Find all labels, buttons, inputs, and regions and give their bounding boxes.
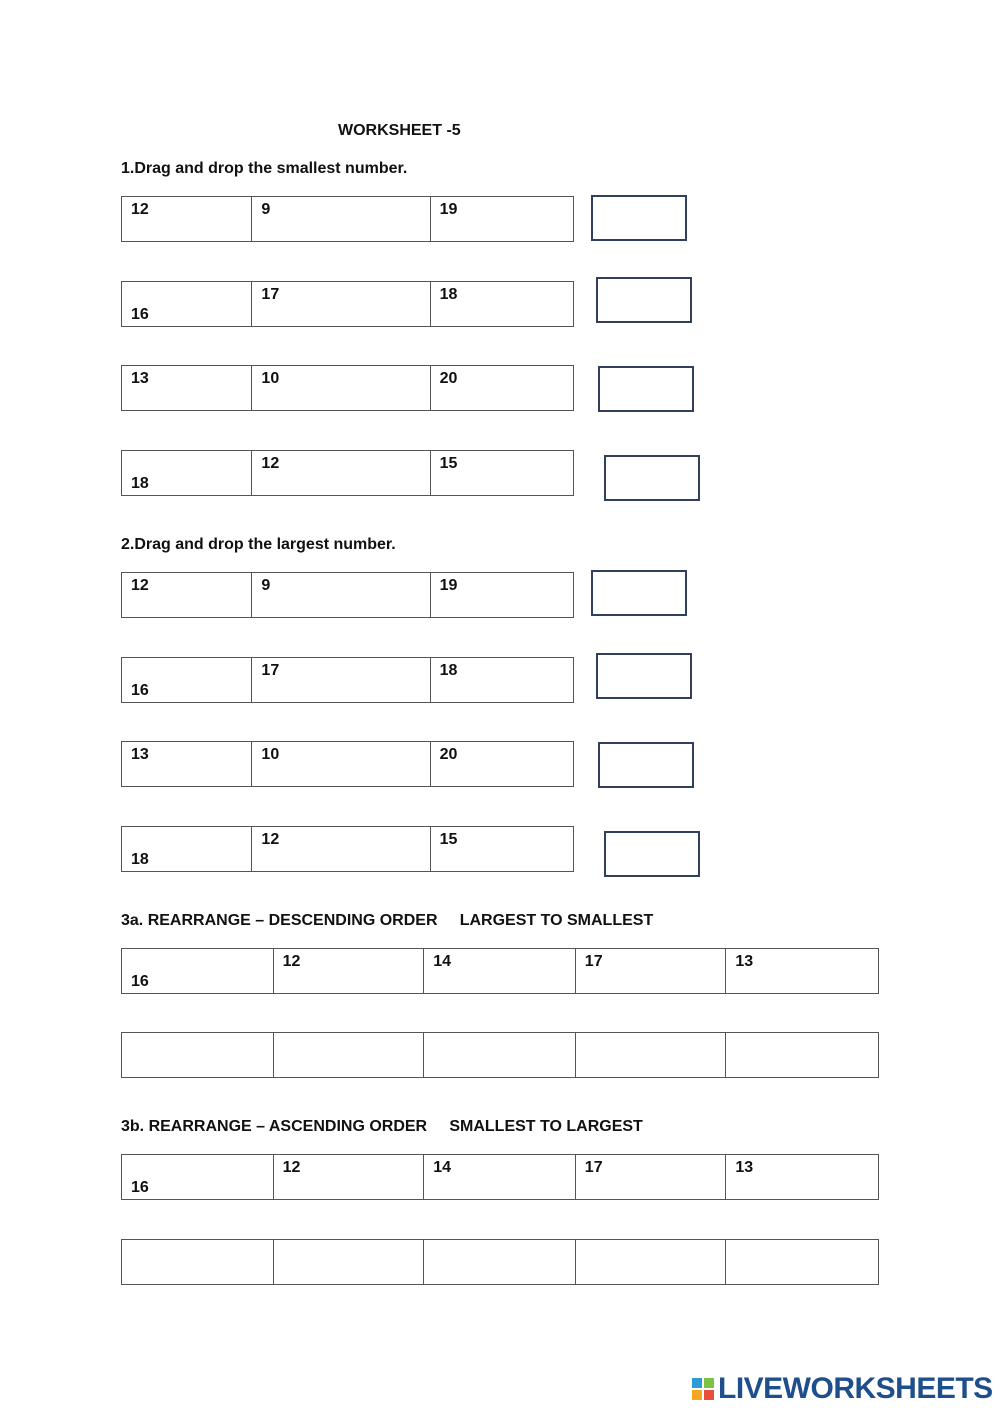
number-cell[interactable]: 12	[122, 573, 252, 617]
q2-heading: 2.Drag and drop the largest number.	[121, 536, 396, 553]
q3a-heading: 3a. REARRANGE – DESCENDING ORDER LARGEST TO SMALLEST	[121, 912, 654, 929]
number-cell[interactable]: 18	[122, 451, 252, 495]
number-cell[interactable]: 15	[439, 455, 458, 472]
number-cell[interactable]: 19	[439, 577, 458, 594]
number-cell[interactable]: 20	[439, 370, 458, 387]
answer-slot[interactable]	[726, 1240, 878, 1284]
number-cell[interactable]: 16	[122, 1155, 274, 1199]
number-cell[interactable]: 14	[424, 949, 576, 993]
number-cell[interactable]: 9	[252, 573, 430, 617]
number-cell[interactable]: 12	[252, 451, 430, 495]
number-cell[interactable]: 13	[735, 1159, 754, 1176]
logo-blocks-icon	[692, 1378, 714, 1400]
number-cell[interactable]: 18	[122, 827, 252, 871]
q2-answer-box-1[interactable]	[591, 570, 687, 616]
q1-row-4	[121, 450, 574, 496]
answer-slot[interactable]	[576, 1240, 727, 1284]
number-cell[interactable]: 12	[274, 1155, 425, 1199]
answer-slot[interactable]	[726, 1033, 878, 1077]
q3b-number-row	[121, 1154, 879, 1200]
number-cell[interactable]: 12	[252, 827, 430, 871]
brand-name: LIVEWORKSHEETS	[718, 1372, 993, 1405]
q1-heading: 1.Drag and drop the smallest number.	[121, 160, 408, 177]
q2-answer-box-3[interactable]	[598, 742, 694, 788]
q1-answer-box-1[interactable]	[591, 195, 687, 241]
number-cell[interactable]: 10	[252, 742, 430, 786]
number-cell[interactable]: 16	[122, 282, 252, 326]
number-cell[interactable]: 10	[252, 366, 430, 410]
number-cell[interactable]: 13	[122, 366, 252, 410]
number-cell[interactable]: 14	[424, 1155, 576, 1199]
q2-answer-box-2[interactable]	[596, 653, 692, 699]
number-cell[interactable]: 17	[576, 949, 727, 993]
q2-row-3	[121, 741, 574, 787]
number-cell[interactable]: 12	[274, 949, 425, 993]
liveworksheets-logo[interactable]	[692, 1372, 993, 1406]
number-cell[interactable]: 19	[439, 201, 458, 218]
q1-row-1	[121, 196, 574, 242]
number-cell[interactable]: 15	[439, 831, 458, 848]
number-cell[interactable]: 16	[122, 658, 252, 702]
number-cell[interactable]: 18	[439, 286, 458, 303]
q1-answer-box-3[interactable]	[598, 366, 694, 412]
q2-row-4	[121, 826, 574, 872]
q1-answer-box-4[interactable]	[604, 455, 700, 501]
answer-slot[interactable]	[274, 1033, 425, 1077]
answer-slot[interactable]	[424, 1240, 576, 1284]
q2-row-2	[121, 657, 574, 703]
answer-slot[interactable]	[424, 1033, 576, 1077]
number-cell[interactable]: 13	[735, 953, 754, 970]
q2-answer-box-4[interactable]	[604, 831, 700, 877]
number-cell[interactable]: 17	[576, 1155, 727, 1199]
answer-slot[interactable]	[576, 1033, 727, 1077]
number-cell[interactable]: 17	[252, 658, 430, 702]
number-cell[interactable]: 12	[122, 197, 252, 241]
q1-row-3	[121, 365, 574, 411]
number-cell[interactable]: 13	[122, 742, 252, 786]
worksheet-title: WORKSHEET -5	[338, 122, 461, 139]
number-cell[interactable]: 9	[252, 197, 430, 241]
q3b-heading: 3b. REARRANGE – ASCENDING ORDER SMALLEST TO LARGEST	[121, 1118, 643, 1135]
q2-row-1	[121, 572, 574, 618]
number-cell[interactable]: 17	[252, 282, 430, 326]
q3a-number-row	[121, 948, 879, 994]
answer-slot[interactable]	[274, 1240, 425, 1284]
number-cell[interactable]: 18	[439, 662, 458, 679]
q3a-answer-row	[121, 1032, 879, 1078]
answer-slot[interactable]	[122, 1240, 274, 1284]
q1-answer-box-2[interactable]	[596, 277, 692, 323]
number-cell[interactable]: 20	[439, 746, 458, 763]
q1-row-2	[121, 281, 574, 327]
q3b-answer-row	[121, 1239, 879, 1285]
answer-slot[interactable]	[122, 1033, 274, 1077]
number-cell[interactable]: 16	[122, 949, 274, 993]
